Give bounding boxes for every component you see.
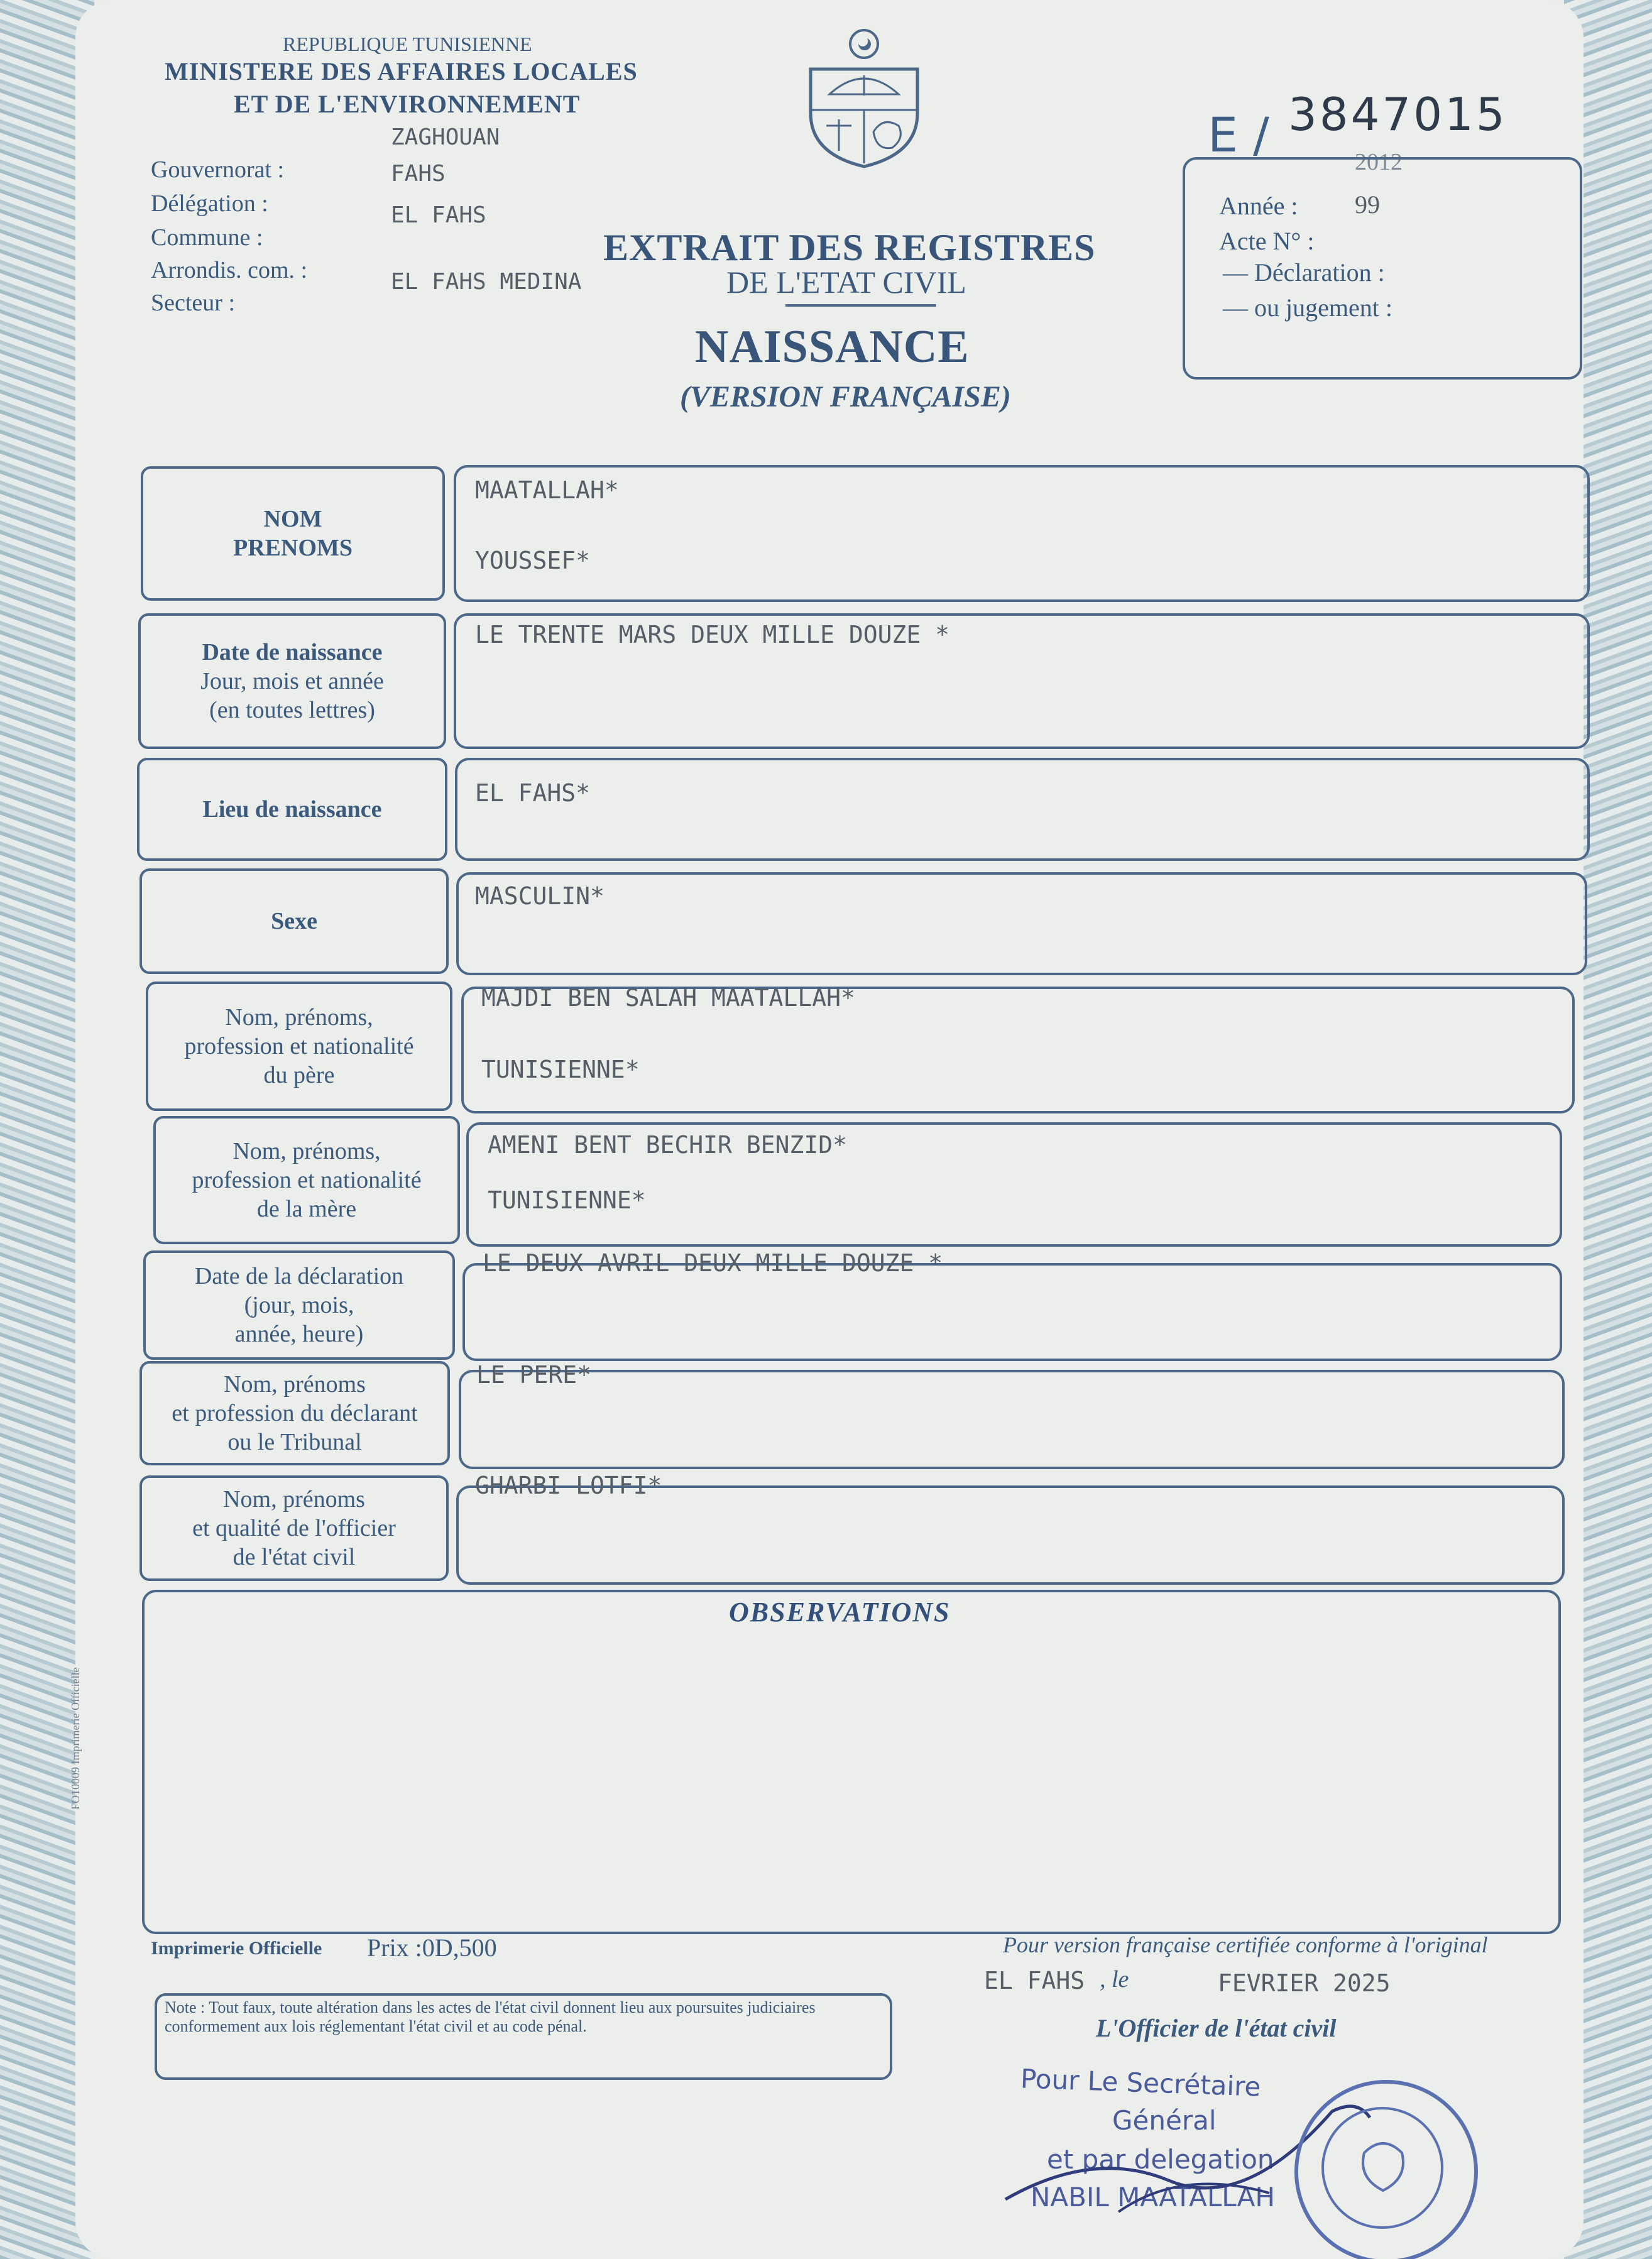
sexe-value: MASCULIN* [475, 882, 604, 910]
declaration-label-box [143, 1250, 455, 1360]
dob-label-line3: (en toutes lettres) [209, 697, 375, 723]
official-round-stamp [1294, 2080, 1478, 2259]
nom-prenoms-value-box [454, 465, 1590, 602]
signature-line4: NABIL MAATALLAH [1031, 2182, 1275, 2213]
dob-label-box [138, 613, 446, 749]
observations-box [142, 1590, 1561, 1934]
declaration-label: — Déclaration : [1223, 258, 1385, 287]
mere-label-box [153, 1116, 460, 1244]
title-line1: EXTRAIT DES REGISTRES [603, 227, 1096, 268]
pere-value-line1: MAJDI BEN SALAH MAATALLAH* [481, 984, 855, 1012]
signature-line1: Pour Le Secrétaire [1020, 2063, 1262, 2103]
place-value: EL FAHS [984, 1967, 1085, 1994]
observations-label: OBSERVATIONS [729, 1597, 951, 1627]
republic-label: REPUBLIQUE TUNISIENNE [283, 33, 532, 55]
pere-label-line2: profession et nationalité [184, 1033, 414, 1059]
mere-label-line1: Nom, prénoms, [232, 1138, 381, 1164]
declaration-label-line1: Date de la déclaration [194, 1263, 404, 1289]
prenoms-value: YOUSSEF* [475, 547, 591, 574]
title-version: (VERSION FRANÇAISE) [680, 380, 1011, 413]
declarant-value: LE PERE* [476, 1361, 592, 1389]
jugement-label: — ou jugement : [1223, 293, 1392, 322]
title-divider [785, 304, 936, 307]
certified-label: Pour version française certifiée conforme à l'original [1003, 1932, 1488, 1957]
lieu-label-box [137, 758, 447, 861]
lieu-label: Lieu de naissance [202, 796, 382, 823]
lieu-value: EL FAHS* [475, 779, 591, 807]
coat-of-arms-emblem [798, 25, 930, 170]
officier-value: GHARBI LOTFI* [475, 1472, 662, 1499]
gouvernorat-value: ZAGHOUAN [391, 124, 500, 150]
side-print-label: FO10009 Imprimerie Officielle [69, 1667, 82, 1810]
declarant-label-line2: et profession du déclarant [172, 1400, 418, 1426]
pere-label-line1: Nom, prénoms, [225, 1004, 373, 1031]
title-line2: DE L'ETAT CIVIL [726, 265, 966, 300]
stamp-seal-icon [1298, 2084, 1467, 2252]
dob-label-line1: Date de naissance [202, 639, 383, 665]
dob-label-line2: Jour, mois et année [200, 668, 384, 694]
annee-label: Année : [1219, 192, 1298, 220]
commune-label: Commune : [151, 224, 263, 251]
acte-number-label: Acte N° : [1219, 227, 1315, 255]
officier-value-box [456, 1485, 1565, 1585]
declaration-label-line2: (jour, mois, [244, 1292, 354, 1318]
annee-value: 99 [1355, 190, 1380, 219]
mere-value-line1: AMENI BENT BECHIR BENZID* [488, 1131, 847, 1159]
secteur-value: EL FAHS MEDINA [391, 269, 582, 295]
declarant-value-box [459, 1370, 1565, 1469]
price-label: Prix :0D,500 [367, 1934, 497, 1962]
serial-number: 3847015 [1288, 88, 1507, 141]
serial-year: 2012 [1355, 149, 1403, 175]
declaration-value: LE DEUX AVRIL DEUX MILLE DOUZE * [483, 1249, 943, 1277]
nom-value: MAATALLAH* [475, 476, 619, 504]
title-naissance: NAISSANCE [695, 321, 970, 373]
mere-value-line2: TUNISIENNE* [488, 1186, 646, 1214]
date-value: FEVRIER 2025 [1218, 1969, 1391, 1997]
sexe-value-box [456, 872, 1587, 975]
officer-label: L'Officier de l'état civil [1096, 2014, 1337, 2042]
mere-label-line2: profession et nationalité [192, 1167, 422, 1193]
dob-value: LE TRENTE MARS DEUX MILLE DOUZE * [475, 621, 949, 648]
mere-label-line3: de la mère [256, 1196, 357, 1222]
declaration-value-box [462, 1263, 1562, 1361]
declarant-label-line3: ou le Tribunal [227, 1429, 362, 1455]
officier-label-box [139, 1475, 449, 1581]
gouvernorat-label: Gouvernorat : [151, 156, 285, 183]
signature-line3: et par delegation [1047, 2144, 1274, 2175]
serial-prefix: E / [1208, 107, 1269, 163]
delegation-value: FAHS [391, 161, 446, 187]
nom-prenoms-label-box [141, 466, 445, 601]
declaration-label-line3: année, heure) [234, 1321, 364, 1347]
declarant-label-box [139, 1361, 450, 1465]
prenoms-label: PRENOMS [233, 535, 353, 561]
pere-label-box [146, 982, 452, 1111]
officier-label-line2: et qualité de l'officier [192, 1515, 396, 1541]
ministry-line2: ET DE L'ENVIRONNEMENT [234, 90, 581, 118]
printer-label: Imprimerie Officielle [151, 1938, 322, 1959]
officier-label-line3: de l'état civil [232, 1544, 356, 1570]
sexe-label-box [139, 868, 449, 974]
pere-label-line3: du père [263, 1062, 335, 1088]
pere-value-line2: TUNISIENNE* [481, 1056, 640, 1083]
commune-value: EL FAHS [391, 202, 486, 228]
delegation-label: Délégation : [151, 190, 268, 217]
lieu-value-box [455, 758, 1590, 861]
note-text: Note : Tout faux, toute altération dans les actes de l'état civil donnent lieu aux poursuites judiciaires conformement aux lois réglementant l'état civil et au code pénal. [165, 1998, 816, 2035]
le-label: , le [1100, 1966, 1129, 1993]
arrondis-label: Arrondis. com. : [151, 257, 308, 283]
officier-label-line1: Nom, prénoms [223, 1486, 365, 1512]
secteur-label: Secteur : [151, 290, 236, 316]
sexe-label: Sexe [271, 908, 317, 934]
declarant-label-line1: Nom, prénoms [224, 1371, 366, 1398]
nom-label: NOM [263, 506, 322, 532]
signature-line2: Général [1112, 2105, 1217, 2136]
ministry-line1: MINISTERE DES AFFAIRES LOCALES [165, 57, 638, 85]
